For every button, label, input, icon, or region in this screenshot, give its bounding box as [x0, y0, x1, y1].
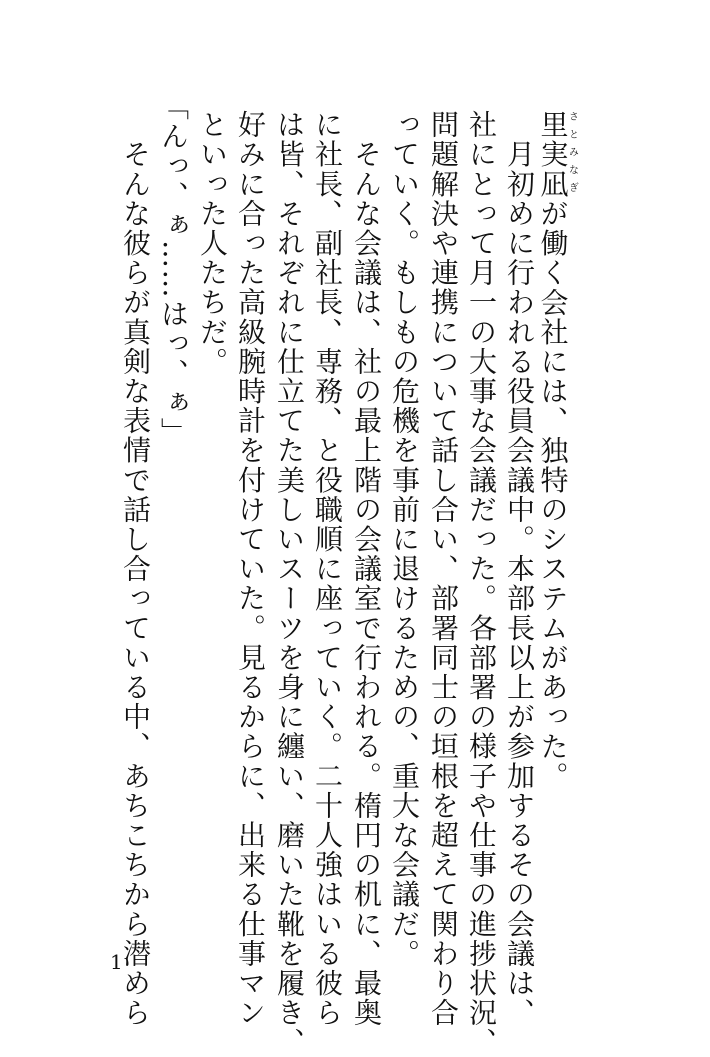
column-text: 好みに合った高級腕時計を付けていた。見るからに、出来る仕事マン	[234, 110, 267, 1028]
name-furigana: さとみなぎ	[566, 110, 578, 199]
column-text: が働く会社には、独特のシステムがあった。	[536, 198, 570, 791]
text-column-1	[536, 110, 578, 791]
page-number: 1	[110, 950, 123, 974]
column-text: そんな彼らが真剣な表情で話し合っている中、あちこちから潜めら	[119, 110, 152, 1028]
text-column-10	[194, 110, 231, 376]
column-text: 社にとって月一の大事な会議だった。各部署の様子や仕事の進捗状況、	[465, 110, 498, 1057]
text-column-6	[348, 110, 385, 1028]
text-column-11	[155, 92, 192, 447]
name-base: 里実凪	[536, 110, 570, 199]
text-column-3	[463, 110, 500, 1057]
column-text: そんな会議は、社の最上階の会議室で行われる。楕円の机に、最奥	[350, 110, 383, 1028]
column-text: に社長、副社長、専務、と役職順に座っていく。二十人強はいる彼ら	[311, 110, 344, 1028]
column-text: 問題解決や連携について話し合い、部署同士の垣根を超えて関わり合	[427, 110, 460, 1028]
text-column-4	[425, 110, 462, 1028]
text-column-7	[309, 110, 346, 1028]
ruby-name	[536, 110, 578, 199]
column-text: といった人たちだ。	[196, 110, 229, 377]
text-column-2	[501, 110, 538, 1028]
column-text: 月初めに行われる役員会議中。本部長以上が参加するその会議は、	[503, 110, 536, 1028]
column-text: 「んっ、ぁ……はっ、ぁ」	[157, 92, 190, 448]
column-text: は皆、それぞれに仕立てた美しいスーツを身に纏い、磨いた靴を履き、	[273, 110, 306, 1057]
column-text: っていく。もしもの危機を事前に退けるための、重大な会議だ。	[388, 110, 421, 969]
text-column-12	[117, 110, 154, 1028]
text-column-8	[271, 110, 308, 1057]
text-column-9	[232, 110, 269, 1028]
text-column-5	[386, 110, 423, 968]
